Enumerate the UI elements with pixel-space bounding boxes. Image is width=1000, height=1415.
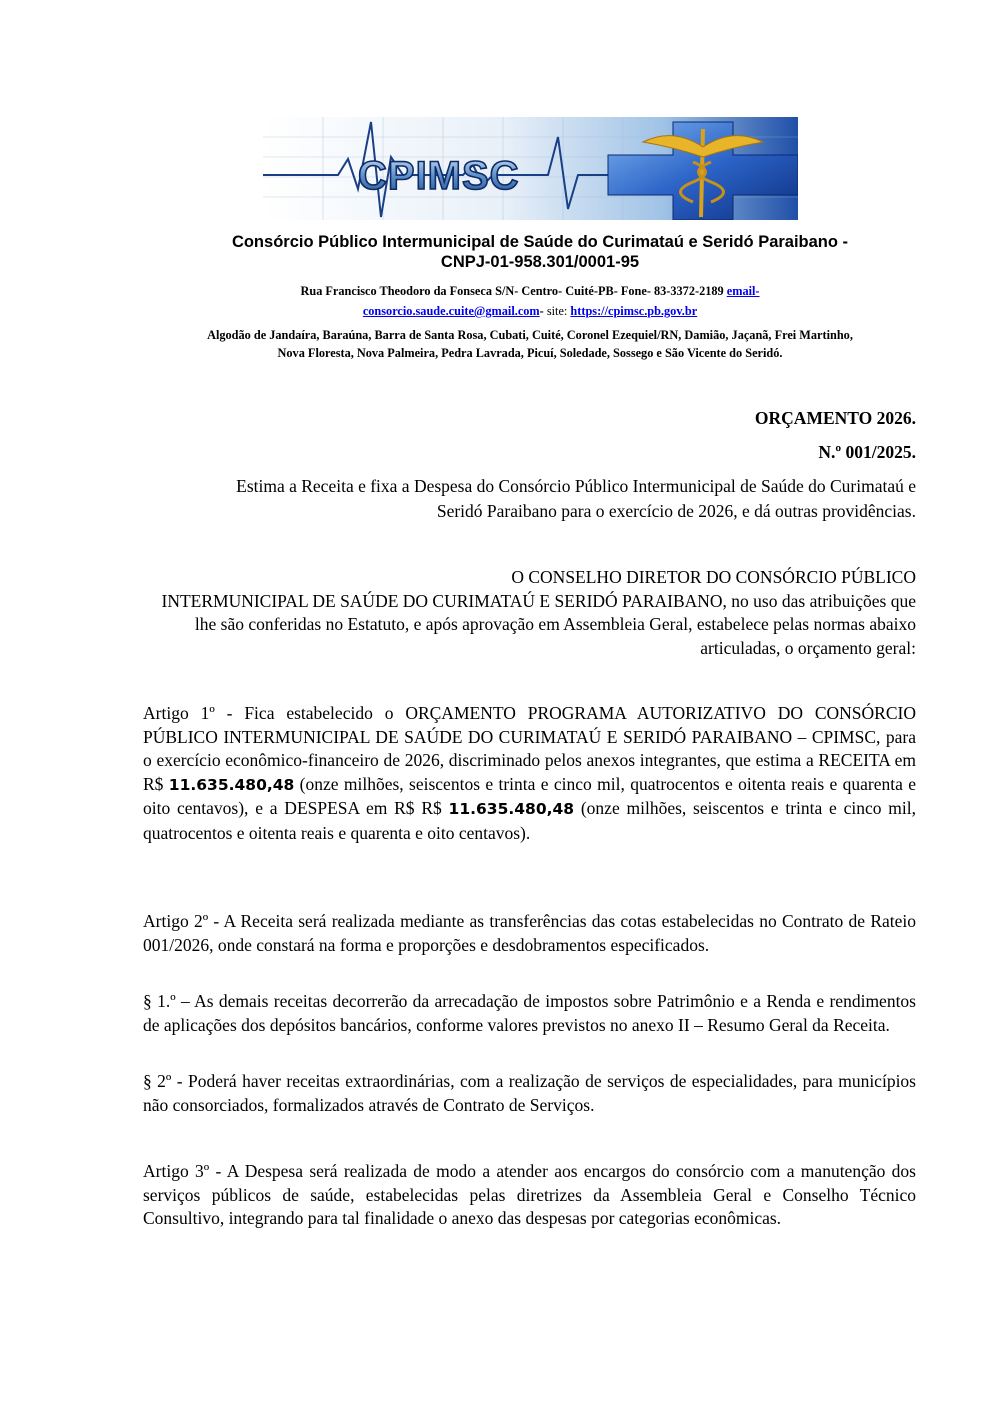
article-1-text-b: (onze milhões, seiscentos e trinta e cinco mil, quatrocentos e oitenta reais e quarenta e oito centavos), e a DESPESA em R$ R$ bbox=[143, 773, 916, 818]
site-link[interactable]: https://cpimsc.pb.gov.br bbox=[570, 304, 698, 318]
article-2-paragraph-2: § 2º - Poderá haver receitas extraordinárias, com a realização de serviços de especialidades, para municípios não consorciados, formalizados através de Contrato de Serviços. bbox=[143, 1071, 916, 1115]
article-1-text-c: (onze milhões, seiscentos e trinta e cinco mil, quatrocentos e oitenta reais e quarenta e oito centavos). bbox=[143, 798, 916, 843]
members-line1: Algodão de Jandaíra, Baraúna, Barra de Santa Rosa, Cubati, Cuité, Coronel Ezequiel/RN, Damião, Jaçanã, Frei Martinho, bbox=[207, 328, 853, 342]
revenue-amount: 11.635.480,48 bbox=[168, 775, 295, 794]
article-1 bbox=[143, 702, 916, 845]
organization-name bbox=[160, 232, 920, 272]
article-2-paragraph-1: § 1.º – As demais receitas decorrerão da arrecadação de impostos sobre Patrimônio e a Renda e rendimentos de aplicações dos depósitos bancários, conforme valores previstos no anexo II – Resumo Geral da Receita. bbox=[143, 991, 916, 1035]
site-label: site: bbox=[546, 304, 571, 318]
document-title: ORÇAMENTO 2026. bbox=[754, 408, 916, 428]
member-municipalities bbox=[100, 326, 960, 362]
preamble-rest: INTERMUNICIPAL DE SAÚDE DO CURIMATAÚ E SERIDÓ PARAIBANO, no uso das atribuições que lhe são conferidas no Estatuto, e após aprovação em Assembleia Geral, estabelece pelas normas abaixo articuladas, o orçamento geral: bbox=[161, 590, 916, 658]
ementa: Estima a Receita e fixa a Despesa do Consórcio Público Intermunicipal de Saúde do Curimataú e Seridó Paraibano para o exercício de 2026, e dá outras providências. bbox=[236, 476, 916, 521]
email-suffix: - bbox=[539, 304, 547, 318]
preamble-line1: O CONSELHO DIRETOR DO CONSÓRCIO PÚBLICO bbox=[511, 567, 916, 587]
members-line2: Nova Floresta, Nova Palmeira, Pedra Lavrada, Picuí, Soledade, Sossego e São Vicente do Seridó. bbox=[277, 346, 783, 360]
article-1-text-a: Artigo 1º - Fica estabelecido o ORÇAMENTO PROGRAMA AUTORIZATIVO DO CONSÓRCIO PÚBLICO INTERMUNICIPAL DE SAÚDE DO CURIMATAÚ E SERIDÓ PARAIBANO – CPIMSC, para o exercício econômico-financeiro de 2026, discriminado pelos anexos integrantes, que estima a RECEITA em R$ bbox=[143, 703, 916, 794]
address-line bbox=[130, 282, 930, 300]
preamble bbox=[150, 566, 916, 660]
expense-amount: 11.635.480,48 bbox=[448, 800, 575, 818]
logo-text: CPIMSC bbox=[358, 154, 520, 198]
article-2: Artigo 2º - A Receita será realizada mediante as transferências das cotas estabelecidas no Contrato de Rateio 001/2026, onde constará na forma e proporções e desdobramentos especificados. bbox=[143, 911, 916, 955]
org-name-line1: Consórcio Público Intermunicipal de Saúde do Curimataú e Seridó Paraibano - bbox=[231, 233, 849, 251]
cpimsc-logo bbox=[263, 117, 798, 220]
document-number: N.º 001/2025. bbox=[818, 442, 916, 462]
contact-line bbox=[130, 302, 930, 320]
email-link[interactable]: consorcio.saude.cuite@gmail.com bbox=[362, 304, 540, 318]
email-label-link[interactable]: email- bbox=[726, 284, 760, 298]
logo-graphic bbox=[263, 117, 798, 220]
address-text: Rua Francisco Theodoro da Fonseca S/N- Centro- Cuité-PB- Fone- 83-3372-2189 bbox=[300, 284, 727, 298]
org-cnpj: CNPJ-01-958.301/0001-95 bbox=[440, 253, 640, 271]
article-3: Artigo 3º - A Despesa será realizada de modo a atender aos encargos do consórcio com a manutenção dos serviços públicos de saúde, estabelecidas pelas diretrizes da Assembleia Geral e Conselho Técnico Consultivo, integrando para tal finalidade o anexo das despesas por categorias econômicas. bbox=[143, 1161, 916, 1228]
